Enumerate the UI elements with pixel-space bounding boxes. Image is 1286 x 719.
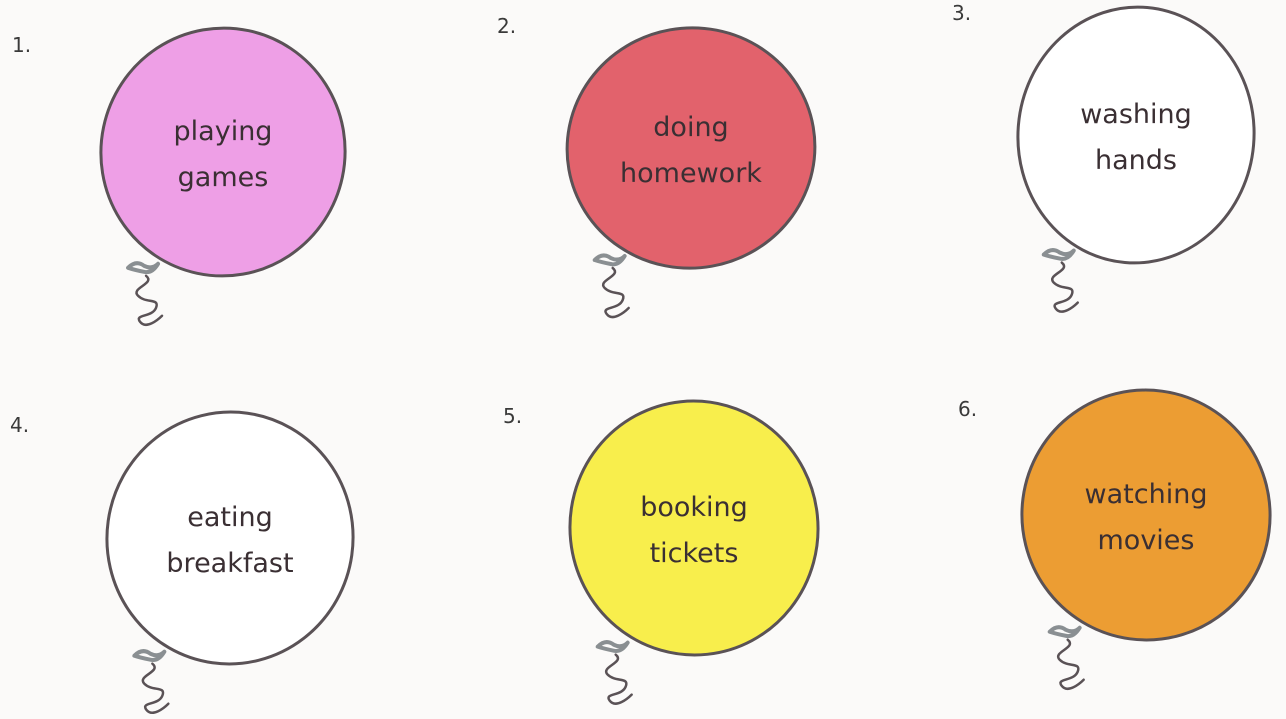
balloon-item: [12, 5, 368, 324]
balloon-string: [1052, 263, 1078, 312]
balloon-label-line: doing: [653, 112, 729, 143]
balloon-label-line: hands: [1095, 145, 1177, 176]
balloon-label-line: tickets: [649, 538, 739, 569]
balloon-item: [497, 8, 834, 317]
item-number: 4.: [10, 413, 30, 437]
balloon-knot: [595, 255, 625, 264]
balloon-label-line: homework: [620, 158, 762, 189]
balloon-label-line: games: [177, 162, 269, 193]
balloon-body: [995, 364, 1286, 667]
balloon-label-line: breakfast: [166, 548, 294, 579]
balloon-knot: [598, 642, 628, 651]
balloon-knot: [134, 651, 164, 660]
item-number: 5.: [503, 404, 523, 428]
balloon-string: [143, 664, 169, 713]
balloon-knot: [1050, 627, 1080, 636]
balloon-body: [557, 389, 830, 668]
item-number: 6.: [958, 397, 978, 421]
balloon-label-line: eating: [187, 502, 273, 533]
balloon-label-line: washing: [1080, 99, 1192, 130]
balloon-item: [958, 364, 1286, 689]
balloon-item: [952, 0, 1265, 312]
balloon-label-line: playing: [173, 116, 273, 147]
balloon-item: [10, 396, 369, 713]
balloon-string: [1058, 640, 1084, 689]
balloon-string: [606, 655, 632, 704]
balloon-string: [136, 276, 162, 325]
balloon-knot: [1044, 250, 1074, 259]
item-number: 3.: [952, 1, 972, 25]
balloon-string: [603, 268, 629, 317]
balloon-label-line: movies: [1097, 525, 1195, 556]
item-number: 2.: [497, 14, 517, 38]
balloon-body: [548, 8, 834, 287]
balloon-body: [91, 396, 370, 680]
balloon-body: [1007, 0, 1264, 273]
balloon-body: [78, 5, 368, 298]
balloon-item: [503, 389, 831, 704]
item-number: 1.: [12, 33, 32, 57]
balloon-knot: [128, 263, 158, 272]
balloon-label-line: booking: [640, 492, 748, 523]
balloon-label-line: watching: [1084, 479, 1208, 510]
